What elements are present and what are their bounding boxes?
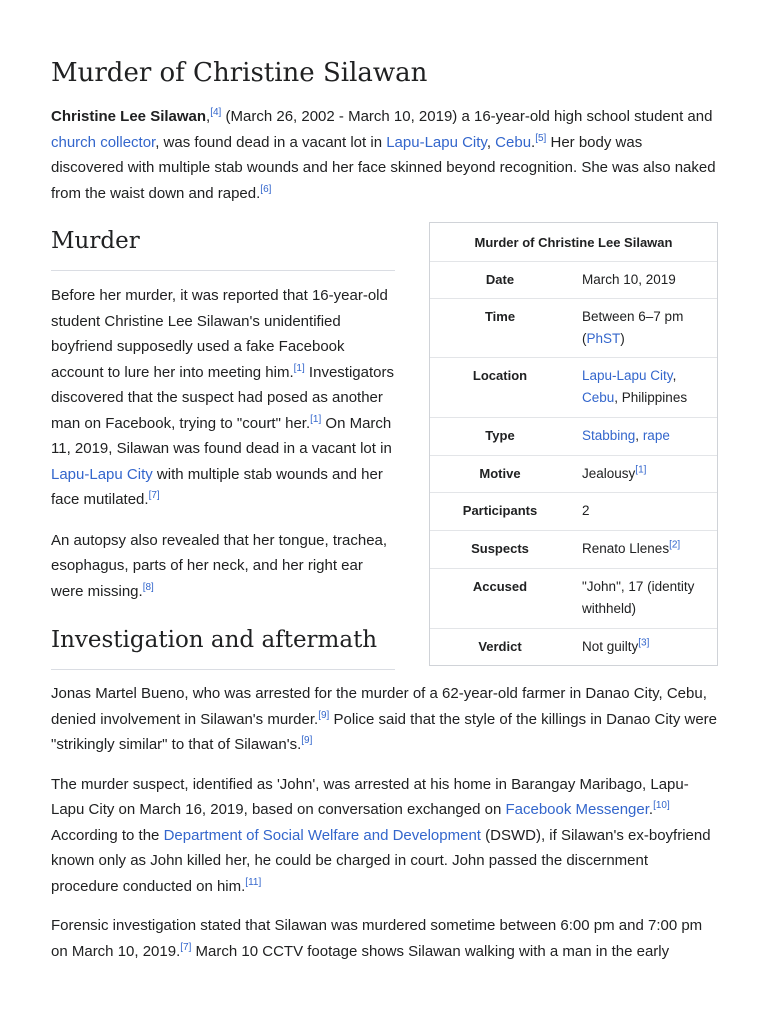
infobox-label: Motive <box>479 466 521 481</box>
citation-link[interactable]: [7] <box>148 490 160 501</box>
link-rape[interactable]: rape <box>642 428 670 443</box>
infobox-label: Verdict <box>478 639 522 654</box>
infobox-row-type <box>430 417 717 455</box>
infobox-value: March 10, 2019 <box>582 272 676 287</box>
citation-link[interactable]: [11] <box>245 876 262 888</box>
murder-paragraph-2: An autopsy also revealed that her tongue, trachea, esophagus, parts of her neck, and her right ear were missing.[8] <box>51 531 388 600</box>
infobox-row-motive <box>430 455 717 492</box>
infobox-value: "John", 17 (identity withheld) <box>582 579 695 616</box>
investigation-paragraph-2: The murder suspect, identified as 'John', was arrested at his home in Barangay Maribago, Lapu-Lapu City on March 16, 2019, based on conversation exchanged on Facebook Messenger.[10] According to the Department of Social Welfare and Development (DSWD), if Silawan's ex-boyfriend known only as John killed her, he could be charged in court. John passed the discernment procedure conducted on him.[11] <box>51 775 711 895</box>
infobox <box>429 222 718 666</box>
infobox-value: Jealousy[1] <box>582 464 647 481</box>
citation-link[interactable]: [6] <box>260 183 272 195</box>
section-heading-murder: Murder <box>51 228 140 254</box>
citation-link[interactable]: [10] <box>653 800 670 811</box>
section-heading-investigation: Investigation and aftermath <box>51 627 378 653</box>
infobox-caption: Murder of Christine Lee Silawan <box>474 235 673 250</box>
infobox-value: Renato Llenes[2] <box>582 539 681 556</box>
page-title: Murder of Christine Silawan <box>51 58 428 88</box>
link-cebu[interactable]: Cebu <box>495 133 532 151</box>
link-lapu-lapu-city[interactable]: Lapu-Lapu City <box>51 465 153 483</box>
citation-link[interactable]: [4] <box>210 107 222 118</box>
infobox-value: 2 <box>582 503 590 518</box>
citation-link[interactable]: [7] <box>180 941 192 953</box>
infobox-label: Date <box>485 272 515 287</box>
infobox-label: Suspects <box>471 541 529 556</box>
citation-link[interactable]: [1] <box>310 413 322 425</box>
infobox-row-verdict <box>430 628 717 665</box>
citation-link[interactable]: [1] <box>293 362 305 374</box>
link-church-collector[interactable]: church collector <box>51 133 156 151</box>
infobox-label: Time <box>484 309 516 324</box>
section-divider <box>51 270 395 271</box>
link-lapu-lapu-city[interactable]: Lapu-Lapu City <box>386 133 487 151</box>
citation-link[interactable]: [1] <box>635 464 647 476</box>
infobox-label: Type <box>485 428 515 443</box>
investigation-paragraph-1: Jonas Martel Bueno, who was arrested for the murder of a 62-year-old farmer in Danao City, Cebu, denied involvement in Silawan's murder.[9] Police said that the style of the killings in Danao City were "strikingly similar" to that of Silawan's.[9] <box>51 685 718 753</box>
link-lapu-lapu-city[interactable]: Lapu-Lapu City <box>582 368 673 383</box>
citation-link[interactable]: [9] <box>318 709 330 721</box>
infobox-row-date <box>430 261 717 298</box>
infobox-row-time <box>430 298 717 357</box>
infobox-row-suspects <box>430 530 717 568</box>
citation-link[interactable]: [9] <box>301 735 313 746</box>
infobox-value: Lapu-Lapu City, Cebu, Philippines <box>582 368 688 405</box>
citation-link[interactable]: [5] <box>535 132 547 144</box>
section-divider <box>51 669 395 670</box>
infobox-value: Not guilty[3] <box>582 637 650 654</box>
murder-section-body <box>51 283 395 604</box>
infobox-label: Location <box>472 368 528 383</box>
link-stabbing[interactable]: Stabbing <box>582 428 636 443</box>
infobox-label: Accused <box>472 579 528 594</box>
infobox-value: Stabbing, rape <box>582 428 670 443</box>
link-facebook-messenger[interactable]: Facebook Messenger <box>505 801 649 818</box>
investigation-section-body <box>51 681 718 978</box>
lead-paragraph: Christine Lee Silawan,[4] (March 26, 2002 - March 10, 2019) a 16-year-old high school student and church collector, was found dead in a vacant lot in Lapu-Lapu City, Cebu.[5] Her body was discovered with multiple stab wounds and her face skinned beyond recognition. She was also naked from the waist down and raped.[6] <box>51 107 716 202</box>
investigation-paragraph-3: Forensic investigation stated that Silawan was murdered sometime between 6:00 pm and 7:00 pm on March 10, 2019.[7] March 10 CCTV footage shows Silawan walking with a man in the early <box>51 917 703 960</box>
link-phst[interactable]: PhST <box>586 331 621 346</box>
infobox-row-location <box>430 357 717 417</box>
infobox-label: Participants <box>462 503 538 518</box>
citation-link[interactable]: [2] <box>669 539 681 551</box>
infobox-value: Between 6–7 pm (PhST) <box>582 309 684 346</box>
murder-paragraph-1: Before her murder, it was reported that 16-year-old student Christine Lee Silawan's unidentified boyfriend supposedly used a fake Facebook account to lure her into meeting him.[1] Investigators discovered that the suspect had posed as another man on Facebook, trying to "court" her.[1] On March 11, 2019, Silawan was found dead in a vacant lot in Lapu-Lapu City with multiple stab wounds and her face mutilated.[7] <box>51 287 394 508</box>
link-dswd[interactable]: Department of Social Welfare and Development <box>163 826 481 844</box>
link-cebu[interactable]: Cebu <box>582 390 615 405</box>
citation-link[interactable]: [8] <box>142 581 154 593</box>
infobox-row-participants <box>430 492 717 530</box>
citation-link[interactable]: [3] <box>638 637 650 649</box>
subject-name: Christine Lee Silawan <box>51 108 207 125</box>
infobox-row-accused <box>430 568 717 628</box>
